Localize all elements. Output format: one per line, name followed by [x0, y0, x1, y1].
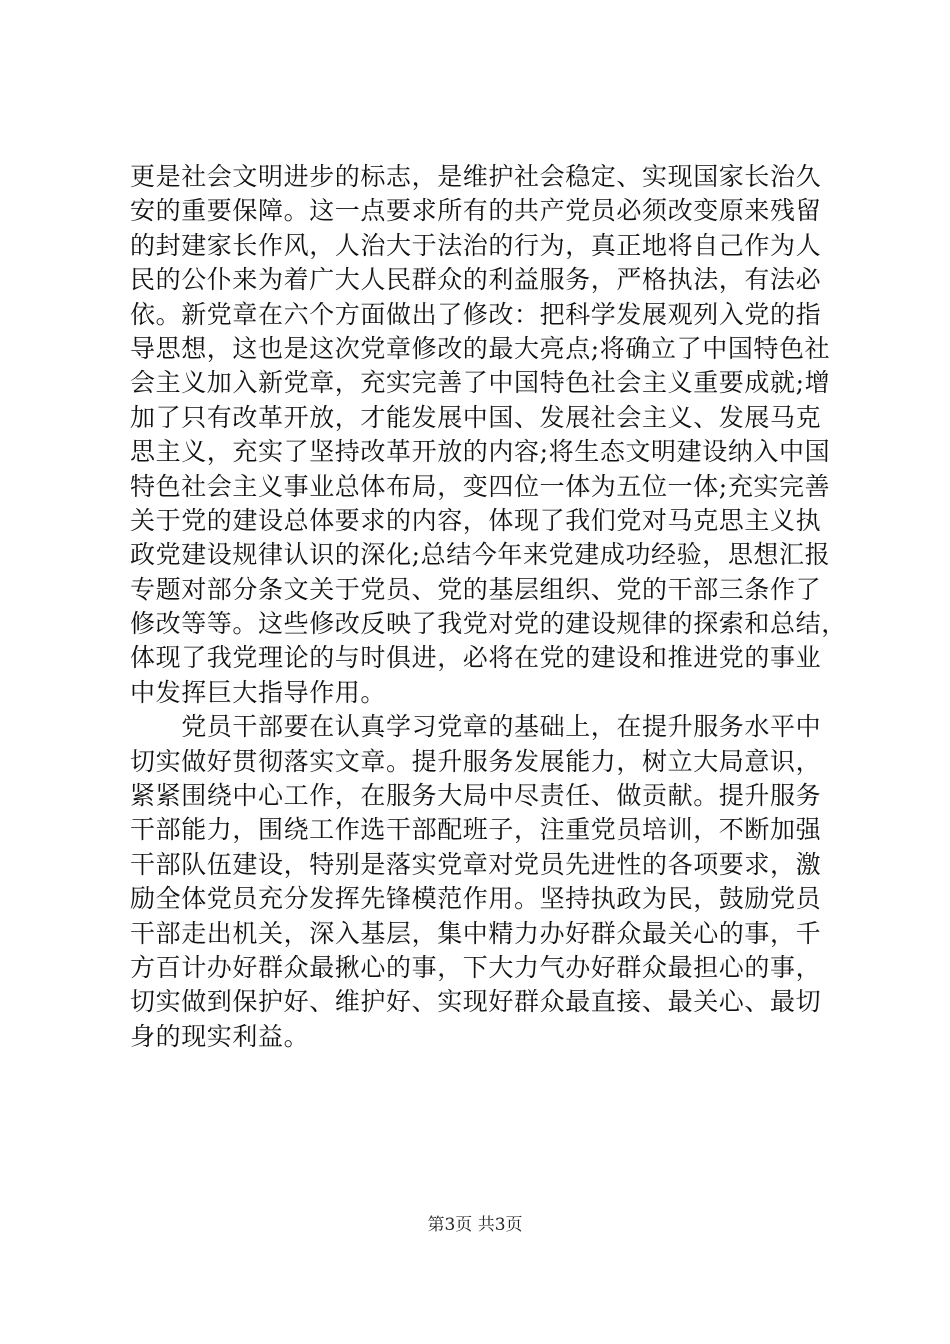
text-line: 紧紧围绕中心工作，在服务大局中尽责任、做贡献。提升服务: [130, 781, 822, 811]
text-line: 体现了我党理论的与时俱进，必将在党的建设和推进党的事业: [130, 643, 822, 673]
text-line: 民的公仆来为着广大人民群众的利益服务，严格执法，有法必: [130, 265, 822, 295]
text-line: 政党建设规律认识的深化;总结今年来党建成功经验，思想汇报: [130, 540, 831, 570]
text-line: 党员干部要在认真学习党章的基础上，在提升服务水平中: [130, 712, 822, 742]
text-line: 中发挥巨大指导作用。: [130, 677, 387, 707]
text-line: 特色社会主义事业总体布局，变四位一体为五位一体;充实完善: [130, 471, 831, 501]
text-line: 切实做好贯彻落实文章。提升服务发展能力，树立大局意识，: [130, 746, 822, 776]
text-line: 关于党的建设总体要求的内容，体现了我们党对马克思主义执: [130, 505, 822, 535]
text-line: 干部能力，围绕工作选干部配班子，注重党员培训，不断加强: [130, 815, 822, 845]
text-line: 加了只有改革开放，才能发展中国、发展社会主义、发展马克: [130, 402, 822, 432]
text-line: 修改等等。这些修改反映了我党对党的建设规律的探索和总结，: [130, 609, 847, 639]
text-line: 专题对部分条文关于党员、党的基层组织、党的干部三条作了: [130, 574, 822, 604]
text-line: 励全体党员充分发挥先锋模范作用。坚持执政为民，鼓励党员: [130, 884, 822, 914]
text-line: 依。新党章在六个方面做出了修改：把科学发展观列入党的指: [130, 299, 822, 329]
text-line: 导思想，这也是这次党章修改的最大亮点;将确立了中国特色社: [130, 333, 831, 363]
text-line: 思主义，充实了坚持改革开放的内容;将生态文明建设纳入中国: [130, 437, 831, 467]
text-line: 更是社会文明进步的标志，是维护社会稳定、实现国家长治久: [130, 162, 822, 191]
text-line: 干部队伍建设，特别是落实党章对党员先进性的各项要求，激: [130, 849, 822, 879]
text-line: 方百计办好群众最揪心的事，下大力气办好群众最担心的事，: [130, 952, 822, 982]
text-line: 安的重要保障。这一点要求所有的共产党员必须改变原来残留: [130, 196, 822, 226]
text-line: 干部走出机关，深入基层，集中精力办好群众最关心的事，千: [130, 918, 822, 948]
text-line: 身的现实利益。: [130, 1021, 310, 1051]
text-line: 的封建家长作风，人治大于法治的行为，真正地将自己作为人: [130, 230, 822, 260]
body-text: [130, 160, 847, 1054]
page-number-footer: 第3页 共3页: [427, 1215, 523, 1235]
text-line: 切实做到保护好、维护好、实现好群众最直接、最关心、最切: [130, 987, 822, 1017]
text-line: 会主义加入新党章，充实完善了中国特色社会主义重要成就;增: [130, 368, 831, 398]
